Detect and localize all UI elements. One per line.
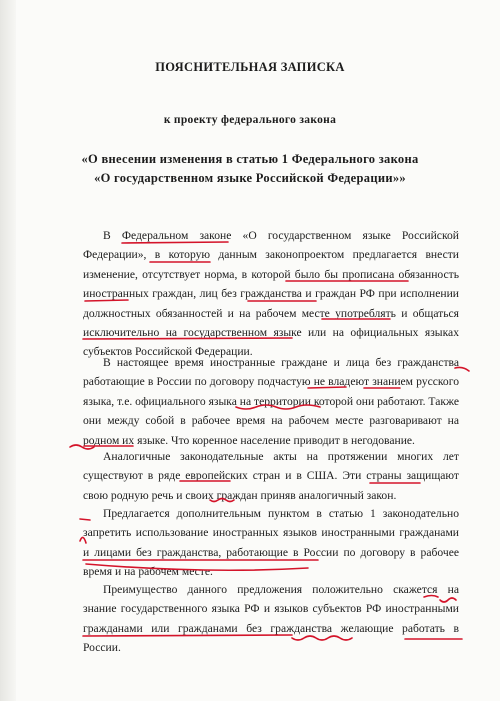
paragraph-4: Предлагается дополнительным пунктом в статью 1 законодательно запретить использование иностранных языков иностранными гражданами и лицами без гражданства, работающие в России по договору в рабочее время и на рабочем месте. [83, 507, 459, 579]
paragraph-5: Преимущество данного предложения положительно скажется на знание государственного языка РФ и языков субъектов РФ иностранными гражданами или гражданами без гражданства желающие работать в России. [83, 583, 459, 655]
law-title-line-1: «О внесении изменения в статью 1 Федерального закона [81, 152, 419, 166]
law-title-line-2: «О государственном языке Российской Федерации»» [94, 171, 406, 185]
paragraph-2: В настоящее время иностранные граждане и лица без гражданства работающие в России по договору подчастую не владеют знанием русского языка, т.е. официального языка на территории которой они работают. Также они между собой в рабочее время на рабочем месте разговаривают на родном их языке. Что коренное население приводит в негодование. [83, 356, 459, 447]
paragraph-3: Аналогичные законодательные акты на протяжении многих лет существуют в ряде европейских стран и в США. Эти страны защищают свою родную речь и своих граждан приняв аналогичный закон. [83, 450, 459, 502]
document-title: ПОЯСНИТЕЛЬНАЯ ЗАПИСКА [155, 60, 345, 74]
page-shadow-edge [0, 0, 16, 701]
paragraph-1: В Федеральном законе «О государственном языке Российской Федерации», в которую данным законопроектом предлагается внести изменение, отсутствует норма, в которой было бы прописана обязанность иностранных граждан, лиц без гражданства и граждан РФ при исполнении должностных обязанностей и на рабочем месте употреблять и общаться исключительно на государственном языке или на официальных языках субъектов Российской Федерации. [83, 229, 459, 359]
document-subtitle: к проекту федерального закона [163, 114, 337, 126]
